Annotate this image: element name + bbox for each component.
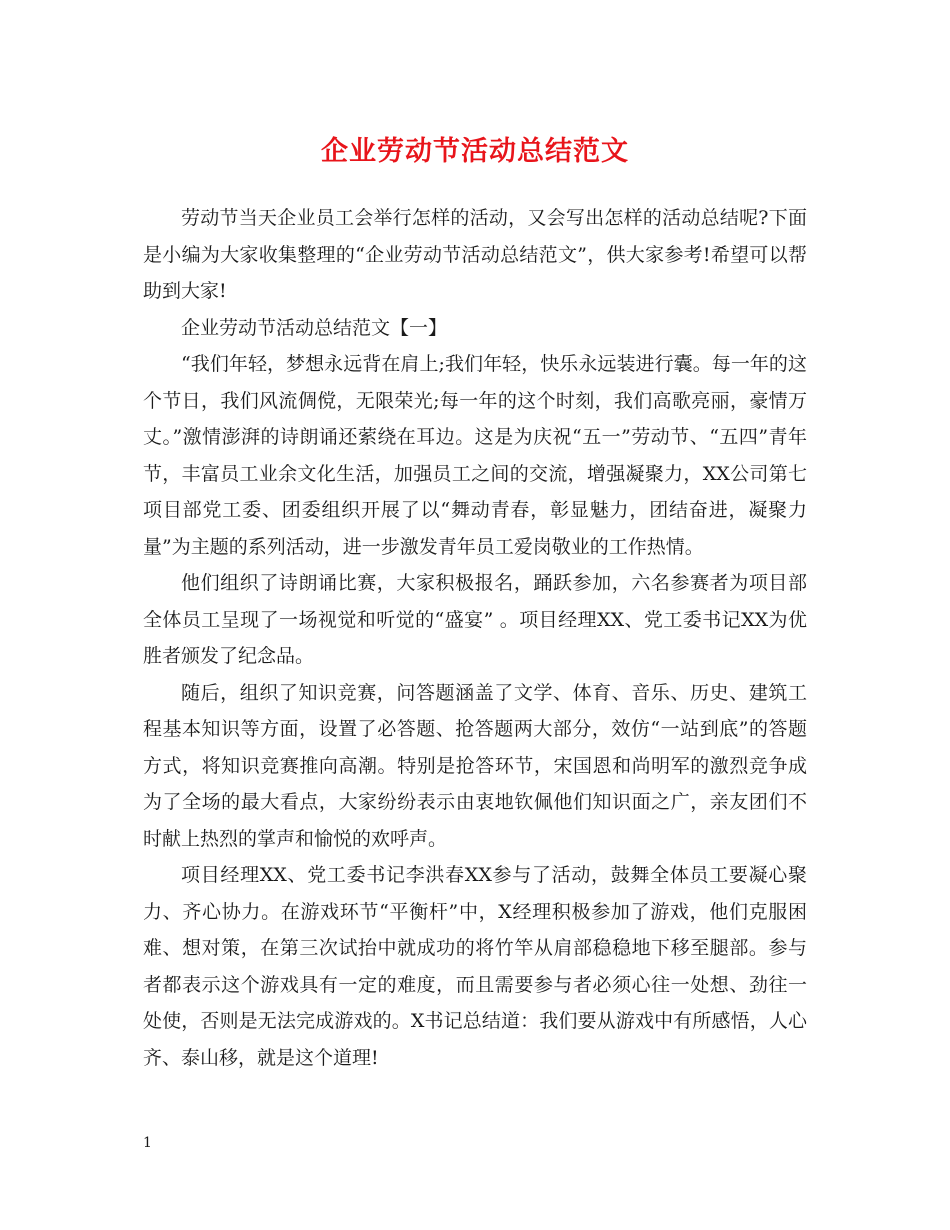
- intro-paragraph: 劳动节当天企业员工会举行怎样的活动，又会写出怎样的活动总结呢?下面是小编为大家收集整理的“企业劳动节活动总结范文”，供大家参考!希望可以帮助到大家!: [143, 207, 807, 302]
- body-paragraph: 他们组织了诗朗诵比赛，大家积极报名，踊跃参加，六名参赛者为项目部全体员工呈现了一场视觉和听觉的“盛宴” 。项目经理XX、党工委书记XX为优胜者颁发了纪念品。: [143, 572, 807, 667]
- section-heading: 企业劳动节活动总结范文【一】: [181, 316, 448, 339]
- body-paragraph: 随后，组织了知识竞赛，问答题涵盖了文学、体育、音乐、历史、建筑工程基本知识等方面，设置了必答题、抢答题两大部分，效仿“一站到底”的答题方式，将知识竞赛推向高潮。特别是抢答环节，宋国恩和尚明军的激烈竞争成为了全场的最大看点，大家纷纷表示由衷地钦佩他们知识面之广，亲友团们不时献上热烈的掌声和愉悦的欢呼声。: [143, 681, 807, 850]
- document-body: [143, 200, 807, 1076]
- page-number: 1: [143, 1135, 152, 1151]
- body-paragraph: “我们年轻，梦想永远背在肩上;我们年轻，快乐永远装进行囊。每一年的这个节日，我们风流倜傥，无限荣光;每一年的这个时刻，我们高歌亮丽，豪情万丈。”激情澎湃的诗朗诵还萦绕在耳边。这是为庆祝“五一”劳动节、“五四”青年节，丰富员工业余文化生活，加强员工之间的交流，增强凝聚力，XX公司第七项目部党工委、团委组织开展了以“舞动青春，彰显魅力，团结奋进，凝聚力量”为主题的系列活动，进一步激发青年员工爱岗敬业的工作热情。: [143, 353, 807, 558]
- body-paragraph: 项目经理XX、党工委书记李洪春XX参与了活动，鼓舞全体员工要凝心聚力、齐心协力。在游戏环节“平衡杆”中，X经理积极参加了游戏，他们克服困难、想对策，在第三次试抬中就成功的将竹竿从肩部稳稳地下移至腿部。参与者都表示这个游戏具有一定的难度，而且需要参与者必须心往一处想、劲往一处使，否则是无法完成游戏的。X书记总结道：我们要从游戏中有所感悟，人心齐、泰山移，就是这个道理!: [143, 864, 807, 1069]
- document-title: 企业劳动节活动总结范文: [321, 136, 629, 167]
